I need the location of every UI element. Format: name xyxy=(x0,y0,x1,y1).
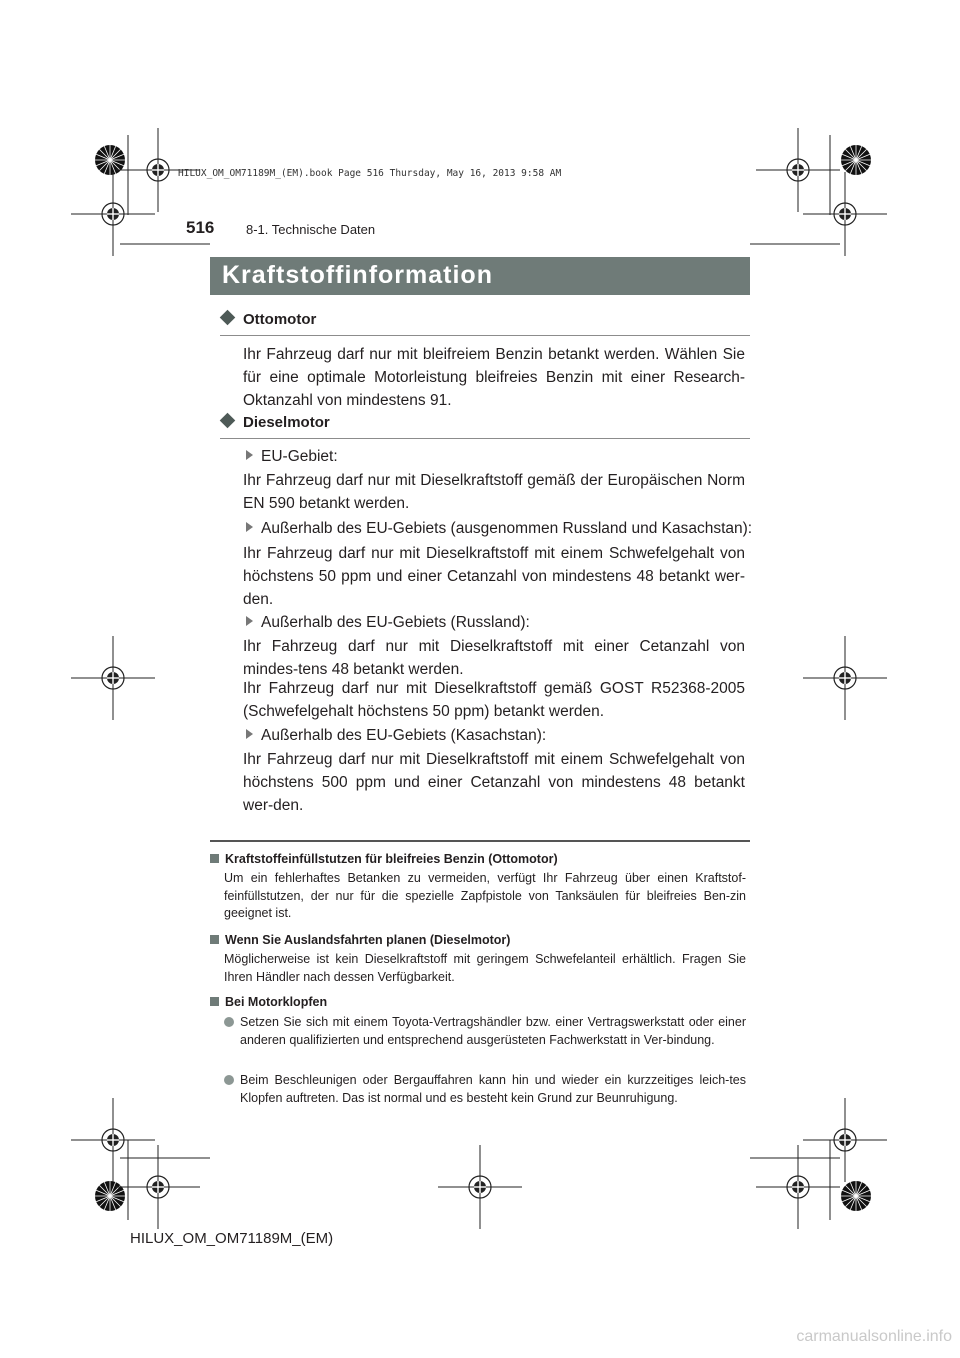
diesel-item-text-2: Ihr Fahrzeug darf nur mit Dieselkraftstoff gemäß GOST R52368-2005 (Schwefelgehalt höchstens 50 ppm) betankt werden. xyxy=(243,680,745,720)
diesel-item-text: Ihr Fahrzeug darf nur mit Dieselkraftstoff mit einer Cetanzahl von mindes-tens 48 betankt werden. xyxy=(243,638,745,678)
diesel-item-label: EU-Gebiet: xyxy=(246,445,338,468)
notes-divider xyxy=(210,840,750,842)
diesel-item-label: Außerhalb des EU-Gebiets (Russland): xyxy=(246,611,530,634)
note-bullet-text: Setzen Sie sich mit einem Toyota-Vertragshändler bzw. einer Vertragswerkstatt oder einer anderen qualifizierten und entsprechend ausgerüsteten Fachwerkstatt in Ver-bindung. xyxy=(240,1015,746,1047)
diesel-item-label: Außerhalb des EU-Gebiets (ausgenommen Russland und Kasachstan): xyxy=(246,517,752,540)
note-heading: Wenn Sie Auslandsfahrten planen (Dieselmotor) xyxy=(210,933,510,947)
triangle-bullet-icon xyxy=(246,450,253,460)
ottomotor-heading xyxy=(220,311,750,336)
diamond-bullet-icon xyxy=(220,413,236,429)
page-title: Kraftstoffinformation xyxy=(222,261,493,289)
footer-doc-id: HILUX_OM_OM71189M_(EM) xyxy=(130,1230,334,1247)
square-bullet-icon xyxy=(210,854,219,863)
note-text: Möglicherweise ist kein Dieselkraftstoff mit geringem Schwefelanteil erhältlich. Fragen Sie Ihren Händler nach dessen Verfügbarkeit. xyxy=(224,952,746,984)
diamond-bullet-icon xyxy=(220,310,236,326)
diesel-item-text: Ihr Fahrzeug darf nur mit Dieselkraftstoff mit einem Schwefelgehalt von höchstens 500 ppm und einer Cetanzahl von mindestens 48 betankt wer-den. xyxy=(243,751,745,814)
note-heading: Bei Motorklopfen xyxy=(210,995,327,1009)
watermark: carmanualsonline.info xyxy=(796,1328,952,1345)
diesel-item-label: Außerhalb des EU-Gebiets (Kasachstan): xyxy=(246,724,546,747)
ottomotor-text: Ihr Fahrzeug darf nur mit bleifreiem Benzin betankt werden. Wählen Sie für eine optimale Motorleistung bleifreies Benzin mit einer Research-Oktanzahl von mindestens 91. xyxy=(243,346,745,409)
triangle-bullet-icon xyxy=(246,729,253,739)
diesel-item-text: Ihr Fahrzeug darf nur mit Dieselkraftstoff gemäß der Europäischen Norm EN 590 betankt werden. xyxy=(243,472,745,512)
note-text: Um ein fehlerhaftes Betanken zu vermeiden, verfügt Ihr Fahrzeug über einen Kraftstof-feinfüllstutzen, der nur für die spezielle Zapfpistole von Tanksäulen für bleifreies Ben-zin geeignet ist. xyxy=(224,871,746,920)
ottomotor-heading-label: Ottomotor xyxy=(243,311,317,328)
triangle-bullet-icon xyxy=(246,522,253,532)
square-bullet-icon xyxy=(210,997,219,1006)
square-bullet-icon xyxy=(210,935,219,944)
dieselmotor-heading-label: Dieselmotor xyxy=(243,414,330,431)
note-heading: Kraftstoffeinfüllstutzen für bleifreies Benzin (Ottomotor) xyxy=(210,852,558,866)
dieselmotor-heading xyxy=(220,414,750,439)
page-number: 516 xyxy=(186,218,215,237)
section-title-bar xyxy=(210,257,750,295)
circle-bullet-icon xyxy=(224,1075,234,1085)
circle-bullet-icon xyxy=(224,1017,234,1027)
note-bullet-text: Beim Beschleunigen oder Bergauffahren kann hin und wieder ein kurzzeitiges leich-tes Klopfen auftreten. Das ist normal und es besteht kein Grund zur Beunruhigung. xyxy=(240,1073,746,1105)
diesel-item-text: Ihr Fahrzeug darf nur mit Dieselkraftstoff mit einem Schwefelgehalt von höchstens 50 ppm und einer Cetanzahl von mindestens 48 betankt wer-den. xyxy=(243,545,745,608)
triangle-bullet-icon xyxy=(246,616,253,626)
section-breadcrumb: 8-1. Technische Daten xyxy=(246,222,376,237)
print-stamp: HILUX_OM_OM71189M_(EM).book Page 516 Thursday, May 16, 2013 9:58 AM xyxy=(178,168,562,179)
